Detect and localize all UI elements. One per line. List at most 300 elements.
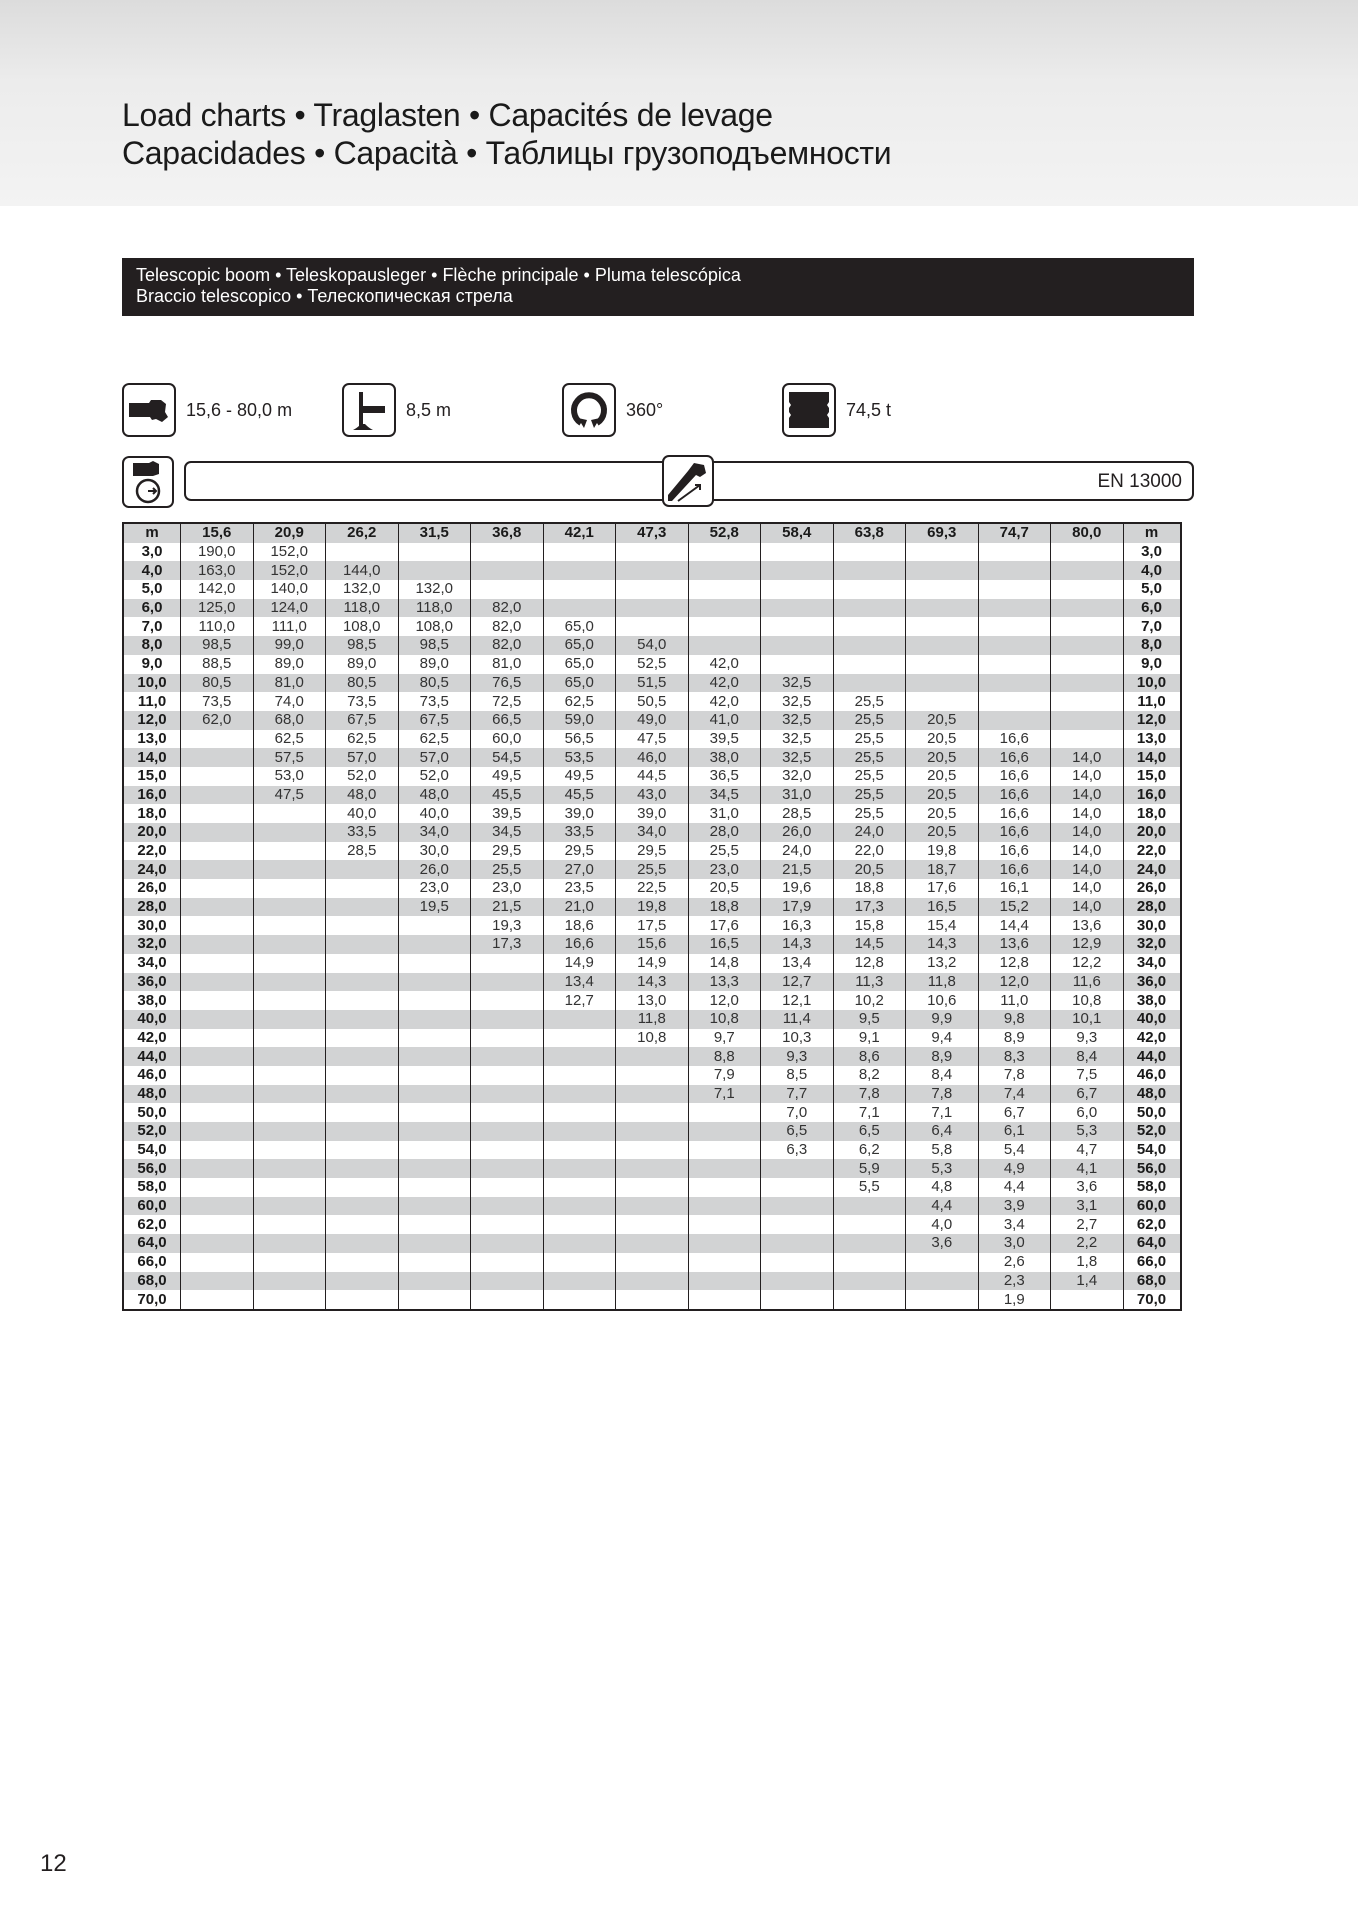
load-value-cell: 9,3 — [761, 1047, 834, 1066]
load-value-cell: 14,0 — [1051, 748, 1124, 767]
load-value-cell: 11,6 — [1051, 973, 1124, 992]
load-value-cell — [326, 543, 399, 562]
load-value-cell: 8,3 — [978, 1047, 1051, 1066]
load-value-cell: 14,0 — [1051, 879, 1124, 898]
load-value-cell: 13,0 — [616, 991, 689, 1010]
table-row — [123, 879, 1181, 898]
load-value-cell: 65,0 — [543, 617, 616, 636]
load-value-cell: 51,5 — [616, 674, 689, 693]
load-value-cell — [253, 1010, 326, 1029]
load-value-cell: 28,0 — [688, 823, 761, 842]
load-value-cell — [978, 711, 1051, 730]
load-value-cell — [471, 1178, 544, 1197]
load-value-cell — [326, 1253, 399, 1272]
load-value-cell: 99,0 — [253, 636, 326, 655]
load-value-cell — [833, 617, 906, 636]
load-value-cell — [181, 916, 254, 935]
load-value-cell — [543, 1010, 616, 1029]
row-radius: 44,0 — [1123, 1047, 1181, 1066]
load-value-cell — [543, 1159, 616, 1178]
column-header-boom-length: 47,3 — [616, 523, 689, 543]
load-value-cell: 50,5 — [616, 692, 689, 711]
load-value-cell: 10,6 — [906, 991, 979, 1010]
load-value-cell — [833, 599, 906, 618]
row-radius: 50,0 — [123, 1103, 181, 1122]
row-radius: 50,0 — [1123, 1103, 1181, 1122]
load-value-cell — [398, 1029, 471, 1048]
row-radius: 26,0 — [1123, 879, 1181, 898]
load-value-cell: 13,3 — [688, 973, 761, 992]
load-value-cell — [906, 655, 979, 674]
row-radius: 11,0 — [1123, 692, 1181, 711]
load-value-cell — [326, 898, 399, 917]
load-value-cell: 1,4 — [1051, 1272, 1124, 1291]
load-value-cell: 27,0 — [543, 860, 616, 879]
row-radius: 52,0 — [1123, 1122, 1181, 1141]
row-radius: 56,0 — [1123, 1159, 1181, 1178]
row-radius: 70,0 — [1123, 1290, 1181, 1310]
table-row — [123, 860, 1181, 879]
load-value-cell: 12,8 — [978, 954, 1051, 973]
load-value-cell: 54,5 — [471, 748, 544, 767]
row-radius: 32,0 — [1123, 935, 1181, 954]
table-row — [123, 973, 1181, 992]
load-value-cell: 67,5 — [326, 711, 399, 730]
load-value-cell: 62,0 — [181, 711, 254, 730]
load-value-cell — [181, 1029, 254, 1048]
load-value-cell — [688, 1197, 761, 1216]
row-radius: 7,0 — [1123, 617, 1181, 636]
load-value-cell: 14,0 — [1051, 842, 1124, 861]
row-radius: 40,0 — [123, 1010, 181, 1029]
load-value-cell: 17,3 — [471, 935, 544, 954]
load-value-cell — [326, 1122, 399, 1141]
load-value-cell — [253, 879, 326, 898]
row-radius: 64,0 — [123, 1234, 181, 1253]
load-value-cell: 4,1 — [1051, 1159, 1124, 1178]
load-value-cell: 31,0 — [688, 804, 761, 823]
load-value-cell — [181, 1047, 254, 1066]
row-radius: 60,0 — [1123, 1197, 1181, 1216]
load-value-cell: 62,5 — [326, 730, 399, 749]
table-row — [123, 1290, 1181, 1310]
load-value-cell: 6,0 — [1051, 1103, 1124, 1122]
row-radius: 64,0 — [1123, 1234, 1181, 1253]
load-value-cell — [1051, 599, 1124, 618]
load-value-cell: 62,5 — [543, 692, 616, 711]
load-value-cell — [398, 916, 471, 935]
load-value-cell: 39,0 — [616, 804, 689, 823]
load-value-cell — [398, 543, 471, 562]
load-value-cell: 118,0 — [326, 599, 399, 618]
load-value-cell: 16,6 — [978, 730, 1051, 749]
row-radius: 12,0 — [1123, 711, 1181, 730]
load-value-cell: 8,8 — [688, 1047, 761, 1066]
load-value-cell: 10,8 — [688, 1010, 761, 1029]
load-value-cell — [978, 580, 1051, 599]
load-value-cell: 14,0 — [1051, 786, 1124, 805]
load-value-cell — [688, 1215, 761, 1234]
load-value-cell: 4,7 — [1051, 1141, 1124, 1160]
row-radius: 18,0 — [1123, 804, 1181, 823]
row-radius: 14,0 — [1123, 748, 1181, 767]
load-value-cell: 33,5 — [543, 823, 616, 842]
load-value-cell: 5,3 — [906, 1159, 979, 1178]
row-radius: 12,0 — [123, 711, 181, 730]
load-value-cell: 98,5 — [398, 636, 471, 655]
load-value-cell: 7,9 — [688, 1066, 761, 1085]
load-value-cell: 53,5 — [543, 748, 616, 767]
load-value-cell: 14,9 — [616, 954, 689, 973]
load-value-cell — [181, 935, 254, 954]
load-value-cell — [181, 1141, 254, 1160]
load-value-cell: 28,5 — [326, 842, 399, 861]
load-value-cell: 15,6 — [616, 935, 689, 954]
load-value-cell — [1051, 711, 1124, 730]
row-radius: 3,0 — [123, 543, 181, 562]
load-value-cell: 16,6 — [978, 860, 1051, 879]
load-value-cell — [543, 580, 616, 599]
spec-label: 360° — [626, 399, 664, 420]
load-value-cell: 18,7 — [906, 860, 979, 879]
load-value-cell: 19,6 — [761, 879, 834, 898]
load-value-cell — [978, 692, 1051, 711]
row-radius: 13,0 — [1123, 730, 1181, 749]
load-value-cell: 163,0 — [181, 561, 254, 580]
load-value-cell — [1051, 1290, 1124, 1310]
load-value-cell — [1051, 692, 1124, 711]
load-value-cell: 73,5 — [326, 692, 399, 711]
load-value-cell — [1051, 543, 1124, 562]
load-value-cell: 4,8 — [906, 1178, 979, 1197]
column-header-boom-length: 52,8 — [688, 523, 761, 543]
load-value-cell: 14,0 — [1051, 823, 1124, 842]
row-radius: 5,0 — [123, 580, 181, 599]
load-value-cell: 20,5 — [906, 748, 979, 767]
load-value-cell — [906, 617, 979, 636]
column-header-boom-length: 63,8 — [833, 523, 906, 543]
load-value-cell — [833, 1215, 906, 1234]
table-row — [123, 954, 1181, 973]
load-value-cell — [253, 1272, 326, 1291]
load-value-cell: 3,6 — [906, 1234, 979, 1253]
row-radius: 32,0 — [123, 935, 181, 954]
load-value-cell — [181, 898, 254, 917]
load-value-cell — [326, 1085, 399, 1104]
page-title — [122, 96, 891, 172]
load-value-cell: 11,4 — [761, 1010, 834, 1029]
load-value-cell — [181, 860, 254, 879]
load-value-cell: 3,0 — [978, 1234, 1051, 1253]
load-value-cell: 18,6 — [543, 916, 616, 935]
load-value-cell: 73,5 — [181, 692, 254, 711]
load-value-cell: 39,5 — [471, 804, 544, 823]
load-value-cell: 80,5 — [326, 674, 399, 693]
load-value-cell: 2,7 — [1051, 1215, 1124, 1234]
load-value-cell: 53,0 — [253, 767, 326, 786]
load-value-cell: 20,5 — [833, 860, 906, 879]
row-radius: 8,0 — [123, 636, 181, 655]
load-value-cell: 4,4 — [906, 1197, 979, 1216]
load-value-cell: 48,0 — [326, 786, 399, 805]
load-value-cell — [906, 674, 979, 693]
load-value-cell: 20,5 — [906, 804, 979, 823]
section-heading-line-1: Telescopic boom • Teleskopausleger • Flèche principale • Pluma telescópica — [136, 265, 741, 285]
table-row — [123, 748, 1181, 767]
load-value-cell — [688, 617, 761, 636]
row-radius: 34,0 — [1123, 954, 1181, 973]
load-value-cell — [471, 1253, 544, 1272]
load-value-cell — [398, 1047, 471, 1066]
load-value-cell — [181, 1066, 254, 1085]
load-value-cell: 152,0 — [253, 543, 326, 562]
load-value-cell — [398, 1103, 471, 1122]
load-value-cell — [543, 543, 616, 562]
load-value-cell: 12,1 — [761, 991, 834, 1010]
row-radius: 5,0 — [1123, 580, 1181, 599]
load-value-cell — [181, 767, 254, 786]
load-value-cell: 1,8 — [1051, 1253, 1124, 1272]
load-value-cell: 33,5 — [326, 823, 399, 842]
spec-boom-length — [122, 380, 292, 440]
load-value-cell — [181, 730, 254, 749]
load-value-cell: 5,8 — [906, 1141, 979, 1160]
table-row — [123, 711, 1181, 730]
load-value-cell — [833, 543, 906, 562]
table-row — [123, 1066, 1181, 1085]
load-value-cell: 20,5 — [688, 879, 761, 898]
load-value-cell: 25,5 — [833, 767, 906, 786]
load-value-cell — [906, 561, 979, 580]
load-value-cell — [181, 1215, 254, 1234]
load-value-cell: 57,0 — [326, 748, 399, 767]
load-value-cell — [471, 580, 544, 599]
load-value-cell: 16,6 — [978, 767, 1051, 786]
load-value-cell — [253, 898, 326, 917]
load-value-cell — [543, 1122, 616, 1141]
load-value-cell: 32,5 — [761, 730, 834, 749]
load-value-cell — [543, 1234, 616, 1253]
load-value-cell — [253, 860, 326, 879]
load-value-cell: 20,5 — [906, 767, 979, 786]
load-value-cell: 25,5 — [833, 786, 906, 805]
load-value-cell: 14,0 — [1051, 804, 1124, 823]
load-value-cell: 7,7 — [761, 1085, 834, 1104]
table-row — [123, 1234, 1181, 1253]
load-value-cell — [253, 1141, 326, 1160]
load-value-cell: 11,0 — [978, 991, 1051, 1010]
table-row — [123, 655, 1181, 674]
load-value-cell: 12,9 — [1051, 935, 1124, 954]
load-value-cell: 9,8 — [978, 1010, 1051, 1029]
load-value-cell — [181, 1253, 254, 1272]
spec-counterweight — [782, 380, 891, 440]
load-value-cell: 31,0 — [761, 786, 834, 805]
table-row — [123, 1122, 1181, 1141]
load-value-cell — [253, 1103, 326, 1122]
row-radius: 14,0 — [123, 748, 181, 767]
load-value-cell: 5,4 — [978, 1141, 1051, 1160]
load-value-cell — [471, 1272, 544, 1291]
load-value-cell: 81,0 — [471, 655, 544, 674]
load-value-cell — [253, 1197, 326, 1216]
row-radius: 44,0 — [123, 1047, 181, 1066]
load-value-cell: 15,8 — [833, 916, 906, 935]
load-value-cell: 14,8 — [688, 954, 761, 973]
load-value-cell — [398, 1290, 471, 1310]
row-radius: 13,0 — [123, 730, 181, 749]
load-value-cell: 7,8 — [906, 1085, 979, 1104]
load-value-cell: 47,5 — [616, 730, 689, 749]
load-value-cell: 82,0 — [471, 599, 544, 618]
load-value-cell: 25,5 — [833, 711, 906, 730]
load-value-cell: 108,0 — [326, 617, 399, 636]
row-radius: 22,0 — [1123, 842, 1181, 861]
row-radius: 62,0 — [123, 1215, 181, 1234]
load-chart-table — [122, 522, 1182, 1311]
table-row — [123, 561, 1181, 580]
row-radius: 42,0 — [123, 1029, 181, 1048]
row-radius: 70,0 — [123, 1290, 181, 1310]
load-value-cell — [253, 842, 326, 861]
load-value-cell — [978, 674, 1051, 693]
load-value-cell: 9,4 — [906, 1029, 979, 1048]
load-value-cell: 32,5 — [761, 674, 834, 693]
load-value-cell — [181, 842, 254, 861]
load-value-cell — [398, 1234, 471, 1253]
load-value-cell: 10,3 — [761, 1029, 834, 1048]
load-value-cell: 7,8 — [833, 1085, 906, 1104]
load-value-cell: 89,0 — [253, 655, 326, 674]
load-value-cell: 57,5 — [253, 748, 326, 767]
load-value-cell: 4,0 — [906, 1215, 979, 1234]
load-value-cell: 7,1 — [688, 1085, 761, 1104]
load-value-cell — [761, 1290, 834, 1310]
load-value-cell: 39,0 — [543, 804, 616, 823]
load-value-cell: 66,5 — [471, 711, 544, 730]
load-value-cell — [761, 580, 834, 599]
load-value-cell: 4,9 — [978, 1159, 1051, 1178]
load-value-cell: 9,3 — [1051, 1029, 1124, 1048]
row-radius: 68,0 — [123, 1272, 181, 1291]
load-value-cell: 8,9 — [978, 1029, 1051, 1048]
table-row — [123, 1010, 1181, 1029]
load-value-cell — [326, 1215, 399, 1234]
table-row — [123, 617, 1181, 636]
load-value-cell: 9,9 — [906, 1010, 979, 1029]
load-value-cell — [543, 599, 616, 618]
load-value-cell — [616, 1085, 689, 1104]
load-value-cell: 36,5 — [688, 767, 761, 786]
load-value-cell — [833, 1197, 906, 1216]
load-value-cell — [471, 1103, 544, 1122]
load-value-cell: 11,8 — [616, 1010, 689, 1029]
load-value-cell: 14,5 — [833, 935, 906, 954]
load-value-cell — [761, 1215, 834, 1234]
load-value-cell: 38,0 — [688, 748, 761, 767]
load-value-cell: 16,6 — [978, 823, 1051, 842]
row-radius: 36,0 — [1123, 973, 1181, 992]
load-value-cell — [471, 1029, 544, 1048]
table-row — [123, 916, 1181, 935]
load-value-cell — [326, 1197, 399, 1216]
column-header-radius: m — [123, 523, 181, 543]
load-value-cell — [978, 561, 1051, 580]
table-row — [123, 1272, 1181, 1291]
load-value-cell: 13,6 — [1051, 916, 1124, 935]
load-value-cell — [253, 823, 326, 842]
load-value-cell: 152,0 — [253, 561, 326, 580]
load-value-cell: 34,0 — [616, 823, 689, 842]
load-value-cell — [253, 973, 326, 992]
load-value-cell — [906, 543, 979, 562]
load-value-cell: 118,0 — [398, 599, 471, 618]
load-value-cell: 44,5 — [616, 767, 689, 786]
load-value-cell — [833, 1290, 906, 1310]
load-value-cell — [471, 1215, 544, 1234]
row-radius: 56,0 — [123, 1159, 181, 1178]
load-value-cell — [181, 879, 254, 898]
load-value-cell — [688, 1103, 761, 1122]
load-value-cell — [906, 580, 979, 599]
load-value-cell — [326, 1103, 399, 1122]
load-value-cell — [253, 1215, 326, 1234]
load-value-cell — [1051, 730, 1124, 749]
load-value-cell — [326, 1159, 399, 1178]
table-row — [123, 692, 1181, 711]
load-value-cell — [181, 1290, 254, 1310]
load-value-cell: 3,6 — [1051, 1178, 1124, 1197]
row-radius: 62,0 — [1123, 1215, 1181, 1234]
load-value-cell: 49,5 — [471, 767, 544, 786]
load-value-cell — [688, 1272, 761, 1291]
load-value-cell: 8,5 — [761, 1066, 834, 1085]
row-radius: 3,0 — [1123, 543, 1181, 562]
row-radius: 54,0 — [1123, 1141, 1181, 1160]
row-radius: 38,0 — [123, 991, 181, 1010]
load-value-cell — [688, 561, 761, 580]
row-radius: 7,0 — [123, 617, 181, 636]
load-value-cell: 15,4 — [906, 916, 979, 935]
load-value-cell: 98,5 — [181, 636, 254, 655]
load-value-cell — [398, 1159, 471, 1178]
row-radius: 54,0 — [123, 1141, 181, 1160]
load-value-cell: 26,0 — [398, 860, 471, 879]
load-value-cell — [326, 879, 399, 898]
table-row — [123, 543, 1181, 562]
column-header-boom-length: 36,8 — [471, 523, 544, 543]
load-value-cell — [906, 1272, 979, 1291]
boom-radius-icon — [122, 456, 174, 508]
load-value-cell: 14,3 — [906, 935, 979, 954]
load-value-cell — [326, 1010, 399, 1029]
load-value-cell: 56,5 — [543, 730, 616, 749]
load-value-cell: 2,6 — [978, 1253, 1051, 1272]
load-value-cell — [253, 1122, 326, 1141]
load-value-cell: 32,5 — [761, 711, 834, 730]
load-value-cell: 21,5 — [761, 860, 834, 879]
column-header-boom-length: 20,9 — [253, 523, 326, 543]
load-value-cell — [833, 636, 906, 655]
load-value-cell — [253, 1047, 326, 1066]
load-value-cell — [398, 973, 471, 992]
table-row — [123, 786, 1181, 805]
load-value-cell — [181, 804, 254, 823]
load-value-cell: 2,2 — [1051, 1234, 1124, 1253]
load-value-cell: 22,5 — [616, 879, 689, 898]
load-value-cell — [978, 617, 1051, 636]
load-value-cell — [616, 1234, 689, 1253]
